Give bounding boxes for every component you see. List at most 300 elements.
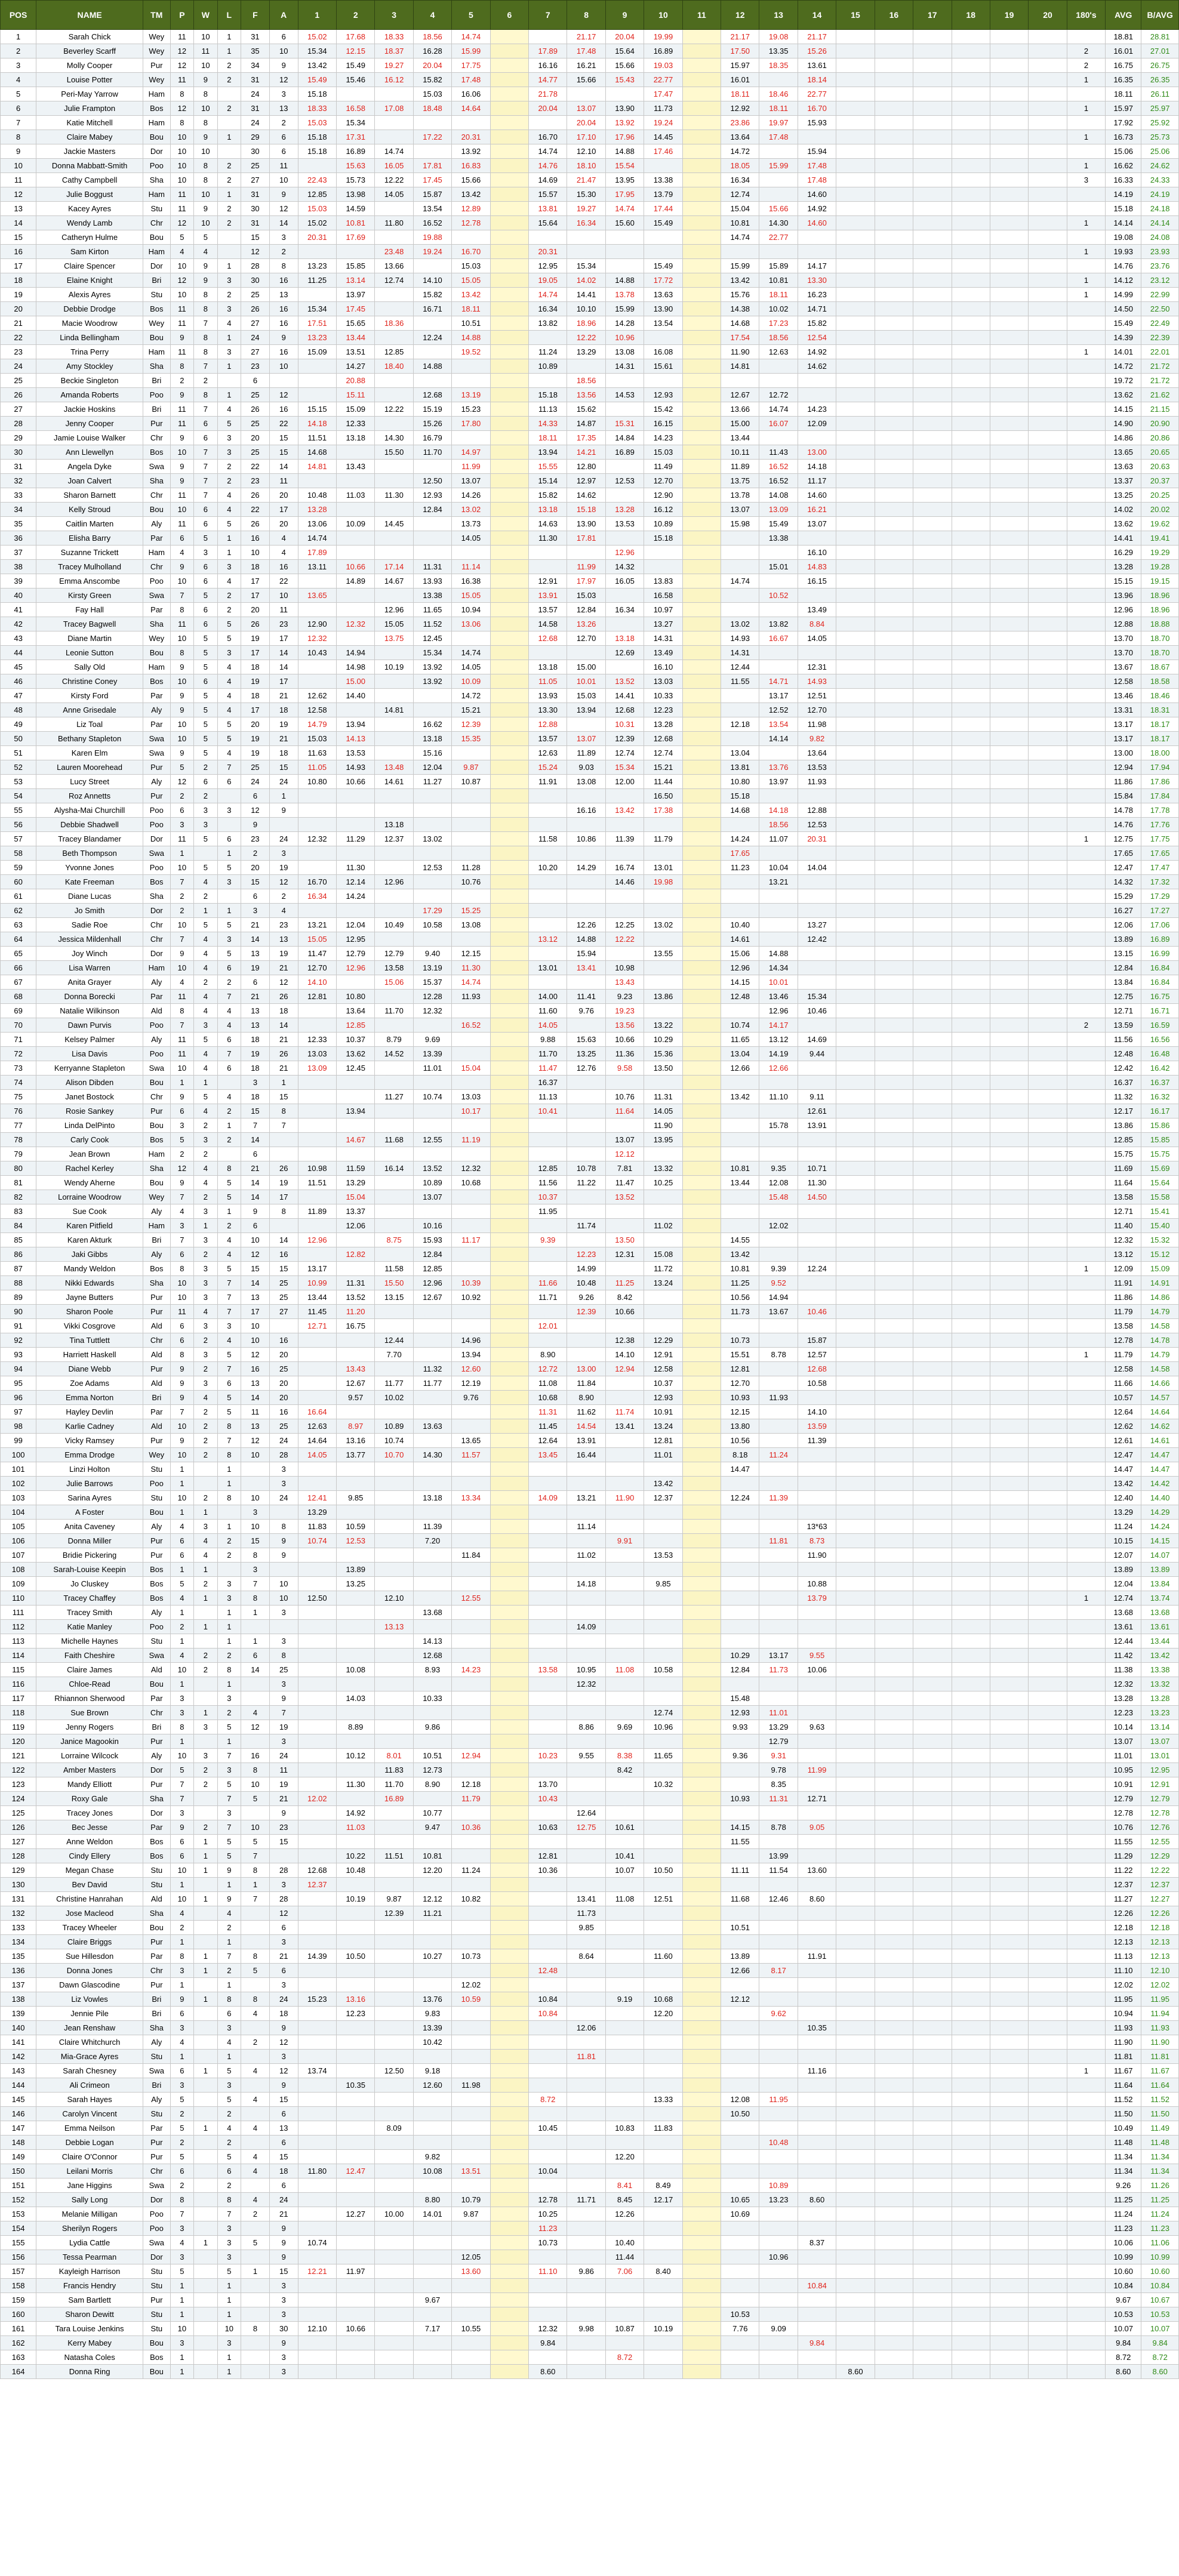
- cell-against: 23: [269, 918, 298, 932]
- cell-week-4: [413, 1548, 451, 1563]
- cell-week-11: [682, 445, 721, 460]
- cell-week-5: [452, 889, 490, 904]
- cell-avg: 12.71: [1106, 1204, 1141, 1219]
- cell-week-18: [952, 1906, 990, 1921]
- table-row: [1, 2236, 1179, 2250]
- cell-week-16: [875, 44, 913, 58]
- cell-week-10: 11.72: [644, 1262, 682, 1276]
- cell-week-1: [298, 1663, 336, 1677]
- cell-week-16: [875, 1305, 913, 1319]
- cell-week-2: 10.22: [337, 1849, 375, 1863]
- cell-pos: 59: [1, 861, 36, 875]
- cell-week-6: [490, 431, 528, 445]
- cell-week-13: [759, 1376, 798, 1391]
- cell-week-12: 11.23: [721, 861, 759, 875]
- cell-team: Bou: [143, 1505, 170, 1520]
- cell-week-19: [990, 388, 1028, 402]
- cell-week-11: [682, 1720, 721, 1734]
- cell-week-20: [1029, 2207, 1067, 2221]
- cell-week-18: [952, 1677, 990, 1691]
- cell-week-6: [490, 2007, 528, 2021]
- cell-week-3: [375, 2021, 413, 2035]
- cell-week-4: [413, 2178, 451, 2193]
- cell-week-16: [875, 1319, 913, 1333]
- cell-won: 4: [194, 1161, 217, 1176]
- cell-week-19: [990, 1849, 1028, 1863]
- cell-week-13: 8.17: [759, 1964, 798, 1978]
- cell-week-8: 14.02: [567, 273, 605, 288]
- cell-pos: 84: [1, 1219, 36, 1233]
- cell-week-5: 15.03: [452, 259, 490, 273]
- cell-week-19: [990, 2164, 1028, 2178]
- cell-played: 8: [170, 87, 193, 101]
- cell-name: Alysha-Mai Churchill: [36, 803, 143, 818]
- cell-week-8: 17.81: [567, 531, 605, 546]
- cell-week-7: 12.81: [529, 1849, 567, 1863]
- cell-week-13: 18.56: [759, 818, 798, 832]
- cell-week-19: [990, 1161, 1028, 1176]
- table-row: [1, 904, 1179, 918]
- cell-bonus-avg: 13.14: [1141, 1720, 1179, 1734]
- cell-against: 9: [269, 1548, 298, 1563]
- cell-180s: [1067, 488, 1105, 503]
- cell-week-13: 12.02: [759, 1219, 798, 1233]
- cell-for: 10: [241, 1448, 270, 1462]
- cell-against: 10: [269, 359, 298, 374]
- cell-pos: 37: [1, 546, 36, 560]
- cell-team: Par: [143, 1820, 170, 1835]
- cell-week-7: 11.66: [529, 1276, 567, 1290]
- cell-avg: 11.55: [1106, 1835, 1141, 1849]
- cell-bonus-avg: 13.61: [1141, 1620, 1179, 1634]
- cell-week-3: 15.50: [375, 1276, 413, 1290]
- cell-lost: [217, 116, 241, 130]
- cell-week-1: [298, 1004, 336, 1018]
- column-header: 18: [952, 1, 990, 30]
- cell-avg: 12.84: [1106, 961, 1141, 975]
- cell-lost: 2: [217, 202, 241, 216]
- cell-lost: 4: [217, 503, 241, 517]
- cell-week-14: [798, 1606, 836, 1620]
- cell-week-15: [836, 1333, 875, 1348]
- cell-week-16: [875, 1720, 913, 1734]
- cell-week-12: 14.68: [721, 803, 759, 818]
- cell-week-17: [913, 574, 952, 588]
- cell-week-10: 10.33: [644, 689, 682, 703]
- cell-week-1: 12.41: [298, 1491, 336, 1505]
- cell-week-10: 11.01: [644, 1448, 682, 1462]
- cell-week-17: [913, 961, 952, 975]
- cell-180s: [1067, 2021, 1105, 2035]
- cell-pos: 75: [1, 1090, 36, 1104]
- cell-week-13: 15.78: [759, 1118, 798, 1133]
- cell-week-6: [490, 374, 528, 388]
- cell-week-5: 14.05: [452, 531, 490, 546]
- cell-week-12: 12.84: [721, 1663, 759, 1677]
- cell-bonus-avg: 11.06: [1141, 2236, 1179, 2250]
- cell-week-19: [990, 1763, 1028, 1777]
- cell-pos: 115: [1, 1663, 36, 1677]
- table-row: [1, 1734, 1179, 1749]
- cell-week-3: [375, 1204, 413, 1219]
- cell-week-5: 11.57: [452, 1448, 490, 1462]
- cell-name: Julie Barrows: [36, 1477, 143, 1491]
- cell-week-10: 16.08: [644, 345, 682, 359]
- cell-week-9: 10.98: [605, 961, 644, 975]
- cell-week-10: [644, 1849, 682, 1863]
- cell-played: 11: [170, 488, 193, 503]
- cell-week-15: [836, 1491, 875, 1505]
- cell-won: 1: [194, 1949, 217, 1964]
- cell-week-1: [298, 674, 336, 689]
- cell-week-10: 8.49: [644, 2178, 682, 2193]
- cell-week-9: 11.25: [605, 1276, 644, 1290]
- cell-week-4: 13.76: [413, 1992, 451, 2007]
- cell-name: Donna Mabbatt-Smith: [36, 159, 143, 173]
- cell-week-6: [490, 1090, 528, 1104]
- cell-week-18: [952, 30, 990, 44]
- cell-week-10: [644, 2236, 682, 2250]
- cell-week-18: [952, 1376, 990, 1391]
- cell-won: 4: [194, 1061, 217, 1076]
- cell-won: 2: [194, 1820, 217, 1835]
- cell-week-6: [490, 144, 528, 159]
- table-row: [1, 302, 1179, 316]
- cell-avg: 11.64: [1106, 1176, 1141, 1190]
- cell-week-11: [682, 1777, 721, 1792]
- cell-week-4: 12.67: [413, 1290, 451, 1305]
- cell-week-2: 13.52: [337, 1290, 375, 1305]
- cell-week-11: [682, 646, 721, 660]
- cell-bonus-avg: 16.99: [1141, 947, 1179, 961]
- cell-week-10: 13.38: [644, 173, 682, 187]
- column-header: 15: [836, 1, 875, 30]
- cell-week-3: 14.05: [375, 187, 413, 202]
- cell-team: Chr: [143, 488, 170, 503]
- cell-week-6: [490, 1262, 528, 1276]
- cell-week-16: [875, 2078, 913, 2093]
- cell-180s: [1067, 388, 1105, 402]
- cell-name: Bethany Stapleton: [36, 732, 143, 746]
- cell-lost: 2: [217, 1219, 241, 1233]
- cell-week-5: 13.06: [452, 617, 490, 631]
- cell-week-5: [452, 2236, 490, 2250]
- cell-team: Dor: [143, 1806, 170, 1820]
- cell-week-3: [375, 2193, 413, 2207]
- cell-week-20: [1029, 159, 1067, 173]
- cell-week-15: [836, 990, 875, 1004]
- cell-week-10: 10.29: [644, 1033, 682, 1047]
- cell-team: Poo: [143, 1018, 170, 1033]
- cell-week-2: 17.31: [337, 130, 375, 144]
- cell-week-6: [490, 1491, 528, 1505]
- cell-against: 17: [269, 631, 298, 646]
- cell-week-10: 19.99: [644, 30, 682, 44]
- cell-week-13: 11.39: [759, 1491, 798, 1505]
- cell-week-2: 15.73: [337, 173, 375, 187]
- cell-played: 9: [170, 1434, 193, 1448]
- cell-week-18: [952, 1749, 990, 1763]
- cell-week-18: [952, 703, 990, 717]
- cell-week-14: [798, 588, 836, 603]
- table-row: [1, 2193, 1179, 2207]
- cell-week-20: [1029, 703, 1067, 717]
- cell-week-6: [490, 173, 528, 187]
- cell-week-4: 13.07: [413, 1190, 451, 1204]
- cell-week-17: [913, 116, 952, 130]
- cell-week-7: [529, 2035, 567, 2050]
- cell-week-16: [875, 1348, 913, 1362]
- cell-week-2: 14.27: [337, 359, 375, 374]
- cell-name: Vikki Cosgrove: [36, 1319, 143, 1333]
- cell-lost: 7: [217, 1792, 241, 1806]
- cell-lost: 4: [217, 402, 241, 417]
- cell-week-20: [1029, 1606, 1067, 1620]
- cell-week-18: [952, 2164, 990, 2178]
- cell-won: [194, 2078, 217, 2093]
- cell-week-14: 16.10: [798, 546, 836, 560]
- cell-bonus-avg: 15.32: [1141, 1233, 1179, 1247]
- cell-name: Macie Woodrow: [36, 316, 143, 331]
- cell-week-5: 14.74: [452, 975, 490, 990]
- cell-week-3: 12.37: [375, 832, 413, 846]
- cell-week-20: [1029, 44, 1067, 58]
- cell-week-8: 14.29: [567, 861, 605, 875]
- table-row: [1, 1505, 1179, 1520]
- cell-week-14: 15.93: [798, 116, 836, 130]
- cell-name: Claire Briggs: [36, 1935, 143, 1949]
- cell-avg: 11.48: [1106, 2136, 1141, 2150]
- cell-pos: 148: [1, 2136, 36, 2150]
- cell-avg: 9.26: [1106, 2178, 1141, 2193]
- cell-week-9: 12.00: [605, 775, 644, 789]
- cell-week-6: [490, 560, 528, 574]
- cell-week-7: [529, 2136, 567, 2150]
- cell-played: 4: [170, 546, 193, 560]
- cell-week-5: 16.06: [452, 87, 490, 101]
- cell-avg: 11.13: [1106, 1949, 1141, 1964]
- cell-pos: 47: [1, 689, 36, 703]
- cell-week-15: [836, 1992, 875, 2007]
- cell-week-20: [1029, 1806, 1067, 1820]
- cell-week-4: [413, 1505, 451, 1520]
- table-row: [1, 2007, 1179, 2021]
- cell-for: 17: [241, 646, 270, 660]
- cell-week-17: [913, 1491, 952, 1505]
- cell-week-5: [452, 1505, 490, 1520]
- cell-week-18: [952, 546, 990, 560]
- cell-week-9: 12.69: [605, 646, 644, 660]
- cell-week-4: 12.24: [413, 331, 451, 345]
- cell-week-14: [798, 1276, 836, 1290]
- cell-week-11: [682, 875, 721, 889]
- cell-week-3: 8.75: [375, 1233, 413, 1247]
- cell-week-2: 15.00: [337, 674, 375, 689]
- cell-week-4: 12.96: [413, 1276, 451, 1290]
- cell-week-6: [490, 1204, 528, 1219]
- cell-week-20: [1029, 775, 1067, 789]
- cell-week-20: [1029, 2093, 1067, 2107]
- cell-week-5: 14.74: [452, 30, 490, 44]
- cell-week-17: [913, 2150, 952, 2164]
- cell-week-4: 12.45: [413, 631, 451, 646]
- cell-week-6: [490, 58, 528, 73]
- cell-avg: 11.42: [1106, 1648, 1141, 1663]
- cell-avg: 12.02: [1106, 1978, 1141, 1992]
- column-header: 14: [798, 1, 836, 30]
- cell-week-20: [1029, 460, 1067, 474]
- cell-pos: 138: [1, 1992, 36, 2007]
- cell-lost: 6: [217, 775, 241, 789]
- cell-won: [194, 2107, 217, 2121]
- cell-week-17: [913, 30, 952, 44]
- cell-played: 11: [170, 302, 193, 316]
- table-row: [1, 1047, 1179, 1061]
- cell-week-14: 11.16: [798, 2064, 836, 2078]
- cell-week-10: 13.54: [644, 316, 682, 331]
- cell-week-6: [490, 1577, 528, 1591]
- cell-week-8: [567, 1133, 605, 1147]
- cell-week-4: 17.22: [413, 130, 451, 144]
- cell-week-6: [490, 259, 528, 273]
- cell-lost: 2: [217, 1921, 241, 1935]
- table-row: [1, 445, 1179, 460]
- cell-week-11: [682, 1061, 721, 1076]
- cell-week-15: [836, 1820, 875, 1835]
- cell-week-12: [721, 889, 759, 904]
- cell-for: [241, 2221, 270, 2236]
- cell-week-15: [836, 58, 875, 73]
- cell-name: Caitlin Marten: [36, 517, 143, 531]
- cell-180s: [1067, 503, 1105, 517]
- cell-week-13: [759, 1076, 798, 1090]
- cell-week-2: 13.53: [337, 746, 375, 760]
- cell-week-3: [375, 1706, 413, 1720]
- cell-bonus-avg: 18.96: [1141, 588, 1179, 603]
- cell-pos: 3: [1, 58, 36, 73]
- cell-week-16: [875, 818, 913, 832]
- cell-week-17: [913, 803, 952, 818]
- cell-week-15: [836, 1591, 875, 1606]
- cell-week-9: 15.66: [605, 58, 644, 73]
- cell-week-10: 10.58: [644, 1663, 682, 1677]
- cell-week-10: [644, 1906, 682, 1921]
- cell-week-12: 11.73: [721, 1305, 759, 1319]
- cell-for: 7: [241, 1892, 270, 1906]
- cell-week-1: [298, 388, 336, 402]
- cell-week-7: [529, 116, 567, 130]
- cell-week-6: [490, 1935, 528, 1949]
- cell-week-14: [798, 245, 836, 259]
- cell-week-13: [759, 1620, 798, 1634]
- cell-week-4: [413, 1577, 451, 1591]
- cell-week-20: [1029, 990, 1067, 1004]
- cell-week-2: [337, 503, 375, 517]
- cell-week-8: 14.21: [567, 445, 605, 460]
- cell-pos: 35: [1, 517, 36, 531]
- cell-avg: 14.32: [1106, 875, 1141, 889]
- cell-pos: 43: [1, 631, 36, 646]
- cell-week-7: 10.73: [529, 2236, 567, 2250]
- cell-week-12: 14.61: [721, 932, 759, 947]
- cell-bonus-avg: 11.25: [1141, 2193, 1179, 2207]
- cell-week-14: 15.82: [798, 316, 836, 331]
- cell-won: [194, 1606, 217, 1620]
- cell-against: [269, 1620, 298, 1634]
- cell-180s: [1067, 1792, 1105, 1806]
- cell-week-1: 10.99: [298, 1276, 336, 1290]
- cell-week-13: 13.82: [759, 617, 798, 631]
- cell-team: Chr: [143, 216, 170, 230]
- table-row: [1, 1835, 1179, 1849]
- cell-week-4: [413, 116, 451, 130]
- cell-pos: 89: [1, 1290, 36, 1305]
- cell-name: Rhiannon Sherwood: [36, 1691, 143, 1706]
- cell-week-17: [913, 1563, 952, 1577]
- cell-week-8: 15.18: [567, 503, 605, 517]
- column-header: POS: [1, 1, 36, 30]
- cell-week-13: 18.35: [759, 58, 798, 73]
- cell-week-19: [990, 2064, 1028, 2078]
- cell-week-5: 11.93: [452, 990, 490, 1004]
- cell-week-8: 11.62: [567, 1405, 605, 1419]
- cell-week-6: [490, 961, 528, 975]
- cell-week-8: 10.48: [567, 1276, 605, 1290]
- cell-week-20: [1029, 1548, 1067, 1563]
- cell-pos: 5: [1, 87, 36, 101]
- cell-week-14: 14.17: [798, 259, 836, 273]
- cell-week-16: [875, 503, 913, 517]
- cell-week-1: 15.15: [298, 402, 336, 417]
- cell-week-11: [682, 961, 721, 975]
- cell-played: 4: [170, 1648, 193, 1663]
- cell-week-14: [798, 1391, 836, 1405]
- cell-week-18: [952, 803, 990, 818]
- cell-week-17: [913, 101, 952, 116]
- cell-name: Kelly Stroud: [36, 503, 143, 517]
- cell-week-11: [682, 1262, 721, 1276]
- cell-week-9: [605, 1448, 644, 1462]
- cell-bonus-avg: 14.40: [1141, 1491, 1179, 1505]
- cell-won: 4: [194, 961, 217, 975]
- cell-week-12: 13.44: [721, 1176, 759, 1190]
- cell-week-12: 16.34: [721, 173, 759, 187]
- cell-week-10: 13.63: [644, 288, 682, 302]
- cell-week-16: [875, 1376, 913, 1391]
- cell-week-1: 15.49: [298, 73, 336, 87]
- cell-lost: 2: [217, 588, 241, 603]
- cell-week-6: [490, 646, 528, 660]
- cell-week-2: 15.34: [337, 116, 375, 130]
- cell-week-19: [990, 359, 1028, 374]
- cell-bonus-avg: 25.06: [1141, 144, 1179, 159]
- cell-week-10: 15.49: [644, 259, 682, 273]
- cell-week-19: [990, 1720, 1028, 1734]
- cell-week-19: [990, 116, 1028, 130]
- cell-name: Leilani Morris: [36, 2164, 143, 2178]
- cell-180s: [1067, 2136, 1105, 2150]
- cell-avg: 10.91: [1106, 1777, 1141, 1792]
- cell-week-20: [1029, 2064, 1067, 2078]
- cell-week-20: [1029, 216, 1067, 230]
- cell-week-2: [337, 2107, 375, 2121]
- cell-week-11: [682, 1892, 721, 1906]
- cell-week-18: [952, 789, 990, 803]
- cell-lost: 2: [217, 474, 241, 488]
- cell-week-2: 12.15: [337, 44, 375, 58]
- cell-week-19: [990, 631, 1028, 646]
- cell-week-8: 21.47: [567, 173, 605, 187]
